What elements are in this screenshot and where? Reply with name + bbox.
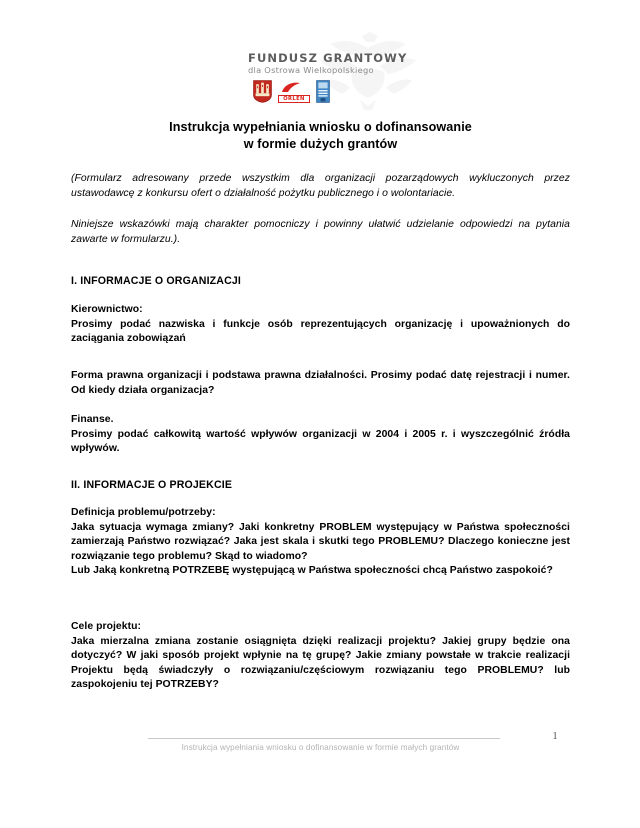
block-body-cele-projektu: Jaka mierzalna zmiana zostanie osiągnięta dzięki realizacji projektu? Jakiej grupy będzie ona dotyczyć? W jaki sposób projekt wpłynie na tę grupę? Jakie zmiany powstałe w trakcie realizacji Projektu będą świadczyły o rozwiązaniu/częściowym rozwiązaniu tego PROBLEMU? lub zaspokojeniu tej POTRZEBY?	[71, 635, 570, 691]
block-body-definicja-potrzeby: Lub Jaką konkretną POTRZEBĘ występującą w Państwa społeczności chcą Państwo zaspokoić?	[71, 565, 553, 577]
block-label-cele-projektu: Cele projektu:	[71, 621, 141, 632]
block-label-kierownictwo: Kierownictwo:	[71, 304, 143, 315]
block-cele-projektu	[71, 620, 570, 693]
block-kierownictwo	[71, 303, 570, 347]
coat-of-arms-icon	[253, 80, 272, 103]
block-label-definicja-problemu: Definicja problemu/potrzeby:	[71, 507, 216, 518]
logo-emblem-row	[253, 80, 330, 103]
orlen-logo-icon	[278, 81, 310, 103]
intro-paragraph-2	[71, 217, 570, 247]
footer-text: Instrukcja wypełniania wniosku o dofinansowanie w formie małych grantów	[181, 743, 460, 752]
letterhead	[0, 30, 640, 112]
page-title	[71, 119, 570, 152]
logo-title: FUNDUSZ GRANTOWY	[248, 51, 408, 65]
footer-divider	[148, 738, 500, 739]
section-heading-2: II. INFORMACJE O PROJEKCIE	[71, 479, 233, 491]
block-forma-prawna	[71, 369, 570, 398]
intro-paragraph-1	[71, 171, 570, 201]
page-number: 1	[552, 731, 558, 742]
intro-text-2: Niniejsze wskazówki mają charakter pomocniczy i powinny ułatwić udzielanie odpowiedzi na pytania zawarte w formularzu.).	[71, 219, 570, 246]
fundusz-grantowy-logo	[248, 51, 408, 75]
partner-emblem-icon	[316, 80, 330, 103]
page-title-line2: w formie dużych grantów	[243, 136, 398, 151]
orlen-wordmark: ORLEN	[278, 95, 310, 103]
section-heading-1: I. INFORMACJE O ORGANIZACJI	[71, 275, 242, 287]
block-definicja-problemu	[71, 506, 570, 579]
page-title-line1: Instrukcja wypełniania wniosku o dofinansowanie	[169, 120, 472, 134]
block-body-kierownictwo: Prosimy podać nazwiska i funkcje osób reprezentujących organizację i upoważnionych do zaciągania zobowiązań	[71, 318, 570, 345]
intro-text-1: (Formularz adresowany przede wszystkim dla organizacji pozarządowych wykluczonych przez ustawodawcę z konkursu ofert o działalność pożytku publicznego i o wolontariacie.	[71, 173, 570, 200]
block-finanse	[71, 413, 570, 457]
logo-subtitle: dla Ostrowa Wielkopolskiego	[248, 65, 374, 75]
block-body-finanse: Prosimy podać całkowitą wartość wpływów organizacji w 2004 i 2005 r. i wyszczególnić źródła wpływów.	[71, 428, 570, 455]
block-body-forma-prawna: Forma prawna organizacji i podstawa prawna działalności. Prosimy podać datę rejestracji i numer. Od kiedy działa organizacja?	[71, 370, 570, 396]
block-body-definicja-problemu: Jaka sytuacja wymaga zmiany? Jaki konkretny PROBLEM występujący w Państwa społeczności zamierzają Państwo rozwiązać? Jaka jest skala i skutki tego PROBLEMU? Dlaczego konieczne jest rozwiązanie tego problemu? Skąd to wiadomo?	[71, 521, 570, 562]
block-label-finanse: Finanse.	[71, 414, 114, 425]
